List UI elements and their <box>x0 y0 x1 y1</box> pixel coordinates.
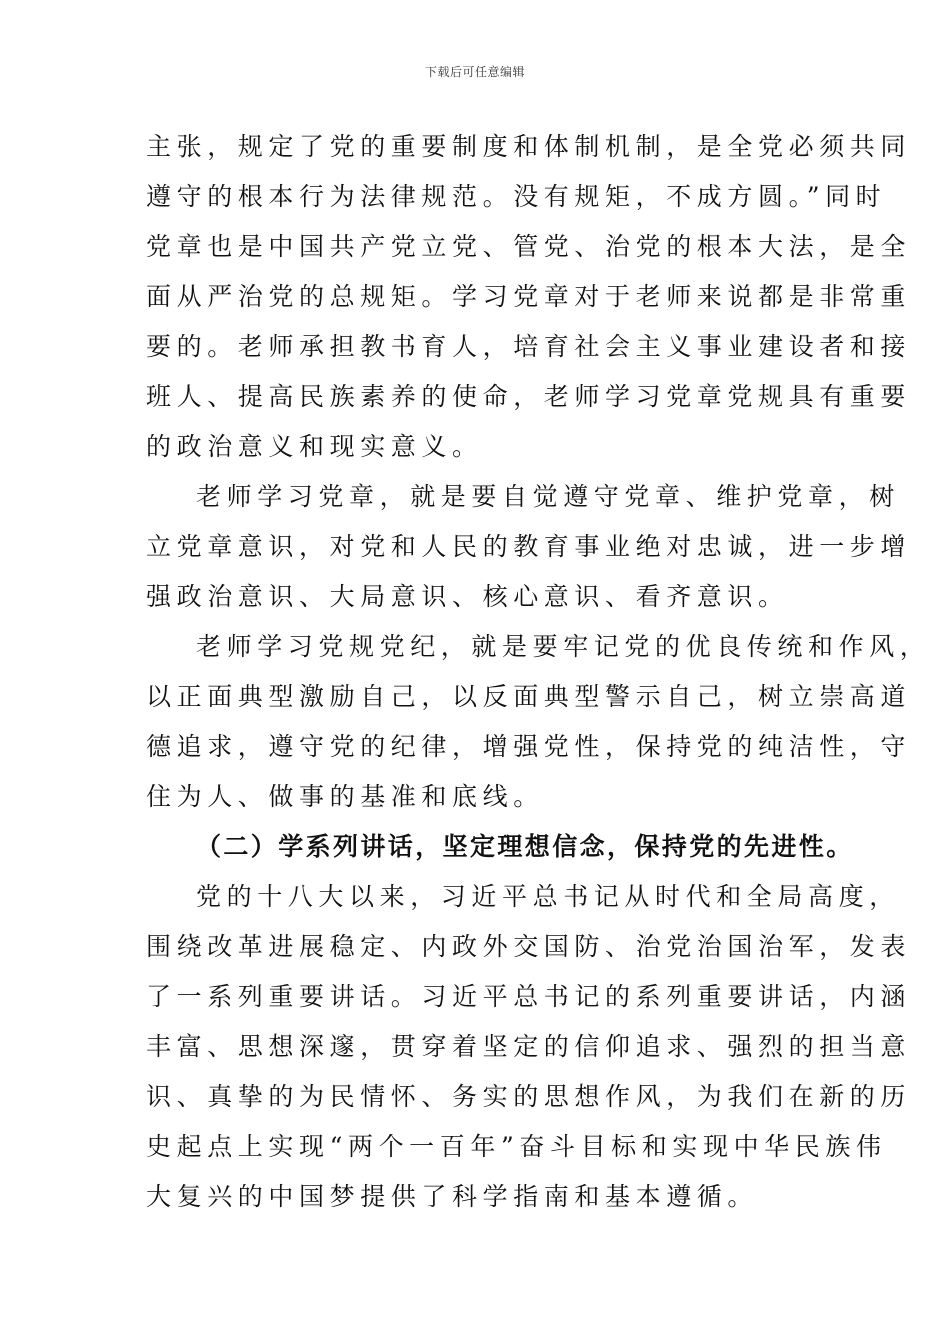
text-line: 班人、提高民族素养的使命，老师学习党章党规具有重要 <box>146 382 912 411</box>
paragraph-start-line: 党的十八大以来，习近平总书记从时代和全局高度， <box>196 882 900 911</box>
paragraph-start-line: 老师学习党章，就是要自觉遵守党章、维护党章，树 <box>196 482 900 511</box>
page-header: 下载后可任意编辑 <box>424 65 525 79</box>
section-heading: （二）学系列讲话，坚定理想信念，保持党的先进性。 <box>196 832 854 861</box>
text-line: 立党章意识，对党和人民的教育事业绝对忠诚，进一步增 <box>146 532 912 561</box>
text-line: 遵守的根本行为法律规范。没有规矩，不成方圆。”同时 <box>146 182 887 211</box>
text-line: 识、真挚的为民情怀、务实的思想作风，为我们在新的历 <box>146 1082 912 1111</box>
text-line: 以正面典型激励自己，以反面典型警示自己，树立崇高道 <box>146 682 912 711</box>
text-line: 党章也是中国共产党立党、管党、治党的根本大法，是全 <box>146 232 912 261</box>
text-line: 住为人、做事的基准和底线。 <box>146 782 544 811</box>
text-line: 要的。老师承担教书育人，培育社会主义事业建设者和接 <box>146 332 912 361</box>
text-line: 强政治意识、大局意识、核心意识、看齐意识。 <box>146 582 789 611</box>
text-line: 丰富、思想深邃，贯穿着坚定的信仰追求、强烈的担当意 <box>146 1032 912 1061</box>
text-line: 史起点上实现“两个一百年”奋斗目标和实现中华民族伟 <box>146 1132 887 1161</box>
text-line: 了一系列重要讲话。习近平总书记的系列重要讲话，内涵 <box>146 982 912 1011</box>
text-line: 的政治意义和现实意义。 <box>146 432 483 461</box>
text-line: 德追求，遵守党的纪律，增强党性，保持党的纯洁性，守 <box>146 732 912 761</box>
text-line: 大复兴的中国梦提供了科学指南和基本遵循。 <box>146 1182 759 1211</box>
text-line: 面从严治党的总规矩。学习党章对于老师来说都是非常重 <box>146 282 912 311</box>
text-line: 围绕改革进展稳定、内政外交国防、治党治国治军，发表 <box>146 932 912 961</box>
text-line: 主张，规定了党的重要制度和体制机制，是全党必须共同 <box>146 132 912 161</box>
document-body <box>146 122 931 1222</box>
paragraph-start-line: 老师学习党规党纪，就是要牢记党的优良传统和作风， <box>196 632 931 661</box>
